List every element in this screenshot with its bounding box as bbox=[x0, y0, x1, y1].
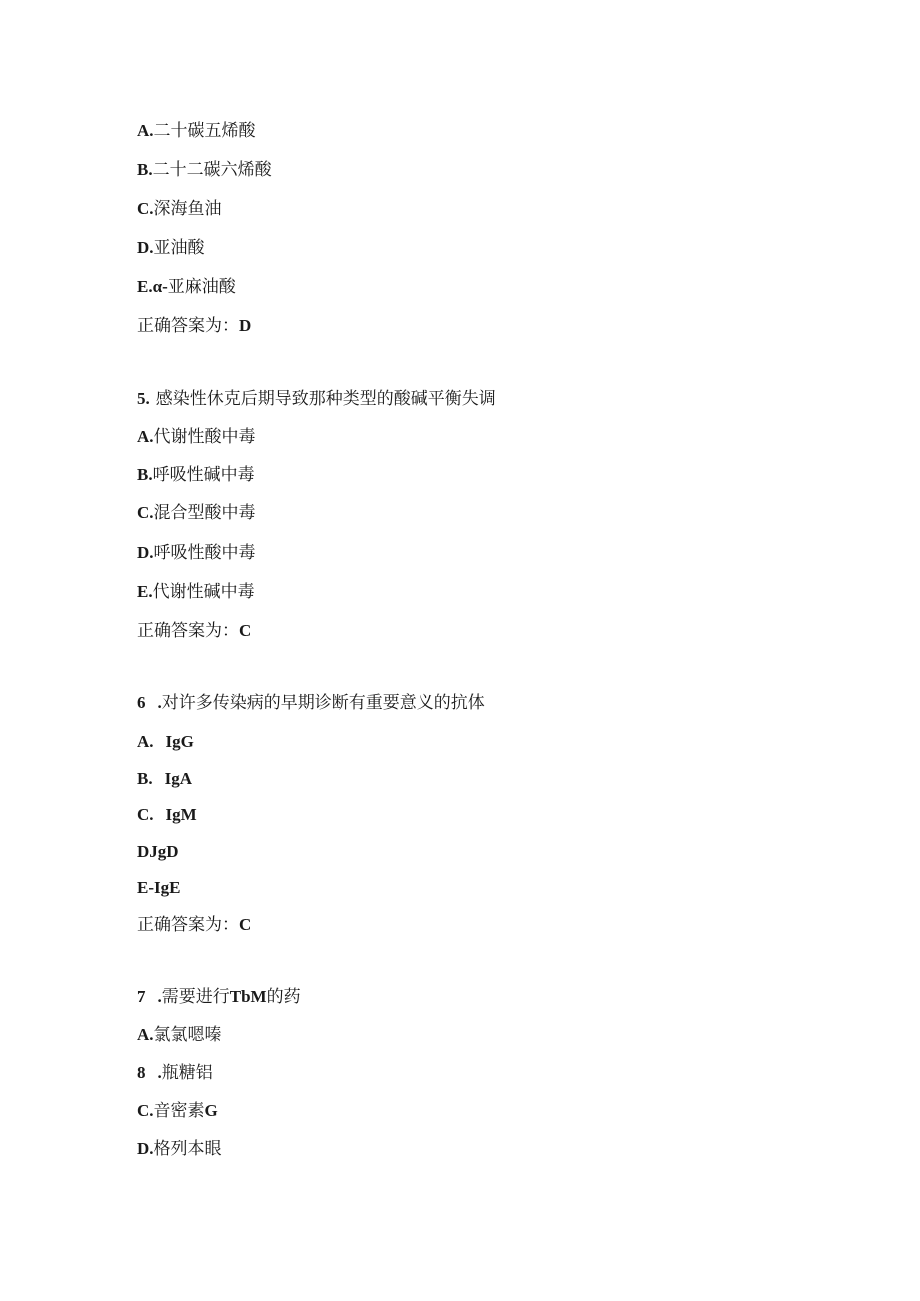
option-text: 代谢性碱中毒 bbox=[152, 582, 255, 602]
option-dot: . bbox=[157, 1063, 162, 1082]
q7-option-a bbox=[137, 1024, 222, 1046]
option-label: C. bbox=[137, 1101, 154, 1120]
q5-option-a bbox=[137, 426, 256, 448]
q7-question bbox=[137, 986, 301, 1008]
q4-option-b bbox=[137, 159, 272, 181]
q5-option-e bbox=[137, 581, 255, 603]
option-label: A. bbox=[137, 1025, 154, 1044]
question-dot: . bbox=[157, 987, 162, 1006]
option-text: 音密素 bbox=[153, 1101, 205, 1121]
answer-value: C bbox=[239, 915, 252, 934]
option-label: D. bbox=[137, 1139, 154, 1158]
question-number: 5. bbox=[137, 389, 150, 408]
option-text: 格列本眼 bbox=[153, 1139, 222, 1159]
question-text: 感染性休克后期导致那种类型的酸碱平衡失调 bbox=[155, 389, 496, 409]
option-label: A. bbox=[137, 427, 154, 446]
option-label: D. bbox=[137, 543, 154, 562]
option-text: 呼吸性碱中毒 bbox=[152, 465, 255, 485]
option-label: C. bbox=[137, 805, 154, 824]
option-text: 深海鱼油 bbox=[153, 199, 222, 219]
q6-answer bbox=[137, 914, 251, 936]
question-text-bold: TbM bbox=[229, 987, 267, 1006]
q6-question bbox=[137, 692, 485, 714]
question-text-after: 的药 bbox=[266, 987, 301, 1007]
q5-option-c bbox=[137, 502, 256, 524]
answer-prefix: 正确答案为： bbox=[137, 621, 239, 641]
question-dot: . bbox=[157, 693, 162, 712]
option-text: E-IgE bbox=[137, 878, 181, 897]
question-number: 6 bbox=[137, 693, 146, 712]
option-label: B. bbox=[137, 769, 153, 788]
q5-question bbox=[137, 388, 496, 410]
option-text: 混合型酸中毒 bbox=[153, 503, 256, 523]
option-label: B. bbox=[137, 160, 153, 179]
option-label: C. bbox=[137, 503, 154, 522]
q7-option-c bbox=[137, 1100, 218, 1122]
question-text: 对许多传染病的早期诊断有重要意义的抗体 bbox=[161, 693, 485, 713]
option-label: E.α- bbox=[137, 277, 168, 296]
option-text: 二十二碳六烯酸 bbox=[152, 160, 272, 180]
q6-option-b bbox=[137, 768, 192, 790]
q6-option-c bbox=[137, 804, 197, 826]
q6-option-e bbox=[137, 877, 180, 899]
option-label: D. bbox=[137, 238, 154, 257]
option-text: 亚油酸 bbox=[153, 238, 205, 258]
q6-option-a bbox=[137, 731, 194, 753]
answer-value: D bbox=[239, 316, 252, 335]
q6-option-d bbox=[137, 841, 179, 863]
option-text: 呼吸性酸中毒 bbox=[153, 543, 256, 563]
q7-option-b bbox=[137, 1062, 213, 1084]
q4-option-d bbox=[137, 237, 205, 259]
option-text: 氯氯嗯嗪 bbox=[153, 1025, 222, 1045]
option-text: 代谢性酸中毒 bbox=[153, 427, 256, 447]
q5-option-b bbox=[137, 464, 255, 486]
q5-option-d bbox=[137, 542, 256, 564]
q5-answer bbox=[137, 620, 251, 642]
q4-answer bbox=[137, 315, 251, 337]
answer-value: C bbox=[239, 621, 252, 640]
question-number: 7 bbox=[137, 987, 146, 1006]
q7-option-d bbox=[137, 1138, 222, 1160]
q4-option-e bbox=[137, 276, 236, 298]
option-text: 亚麻油酸 bbox=[167, 277, 236, 297]
option-text: DJgD bbox=[137, 842, 179, 861]
option-label: C. bbox=[137, 199, 154, 218]
option-text: IgG bbox=[165, 732, 194, 751]
answer-prefix: 正确答案为： bbox=[137, 316, 239, 336]
option-label: 8 bbox=[137, 1063, 146, 1082]
answer-prefix: 正确答案为： bbox=[137, 915, 239, 935]
option-label: A. bbox=[137, 732, 154, 751]
option-text: IgM bbox=[165, 805, 197, 824]
option-label: A. bbox=[137, 121, 154, 140]
option-label: E. bbox=[137, 582, 153, 601]
option-suffix: G bbox=[204, 1101, 218, 1120]
option-text: 瓶糖铝 bbox=[161, 1063, 213, 1083]
option-text: 二十碳五烯酸 bbox=[153, 121, 256, 141]
option-text: IgA bbox=[164, 769, 192, 788]
question-text-before: 需要进行 bbox=[161, 987, 230, 1007]
q4-option-c bbox=[137, 198, 222, 220]
option-label: B. bbox=[137, 465, 153, 484]
q4-option-a bbox=[137, 120, 256, 142]
